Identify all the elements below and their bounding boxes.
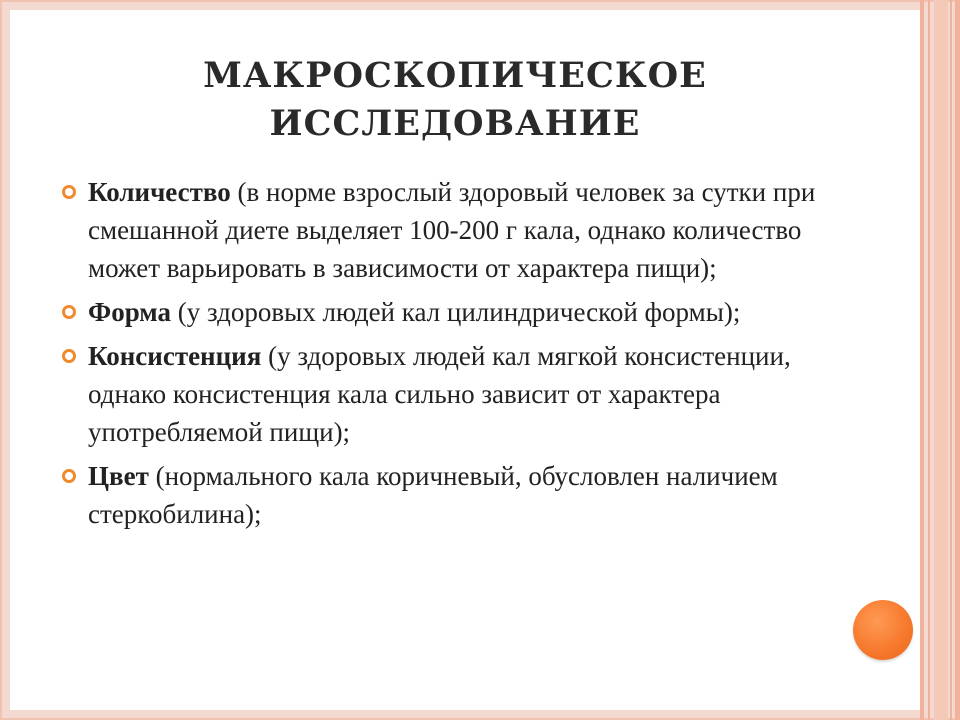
bullet-text: (в норме взрослый здоровый человек за сутки при смешанной диете выделяет 100-200 г кала, однако количество может варьировать в зависимости от характера пищи); (88, 177, 816, 283)
circle-outline-icon (62, 305, 76, 319)
circle-outline-icon (62, 469, 76, 483)
circle-outline-icon (62, 185, 76, 199)
slide-title-line-1: МАКРОСКОПИЧЕСКОЕ (203, 55, 707, 96)
bullet-term: Количество (88, 177, 231, 207)
bullet-item-shape (60, 293, 860, 331)
bullet-text: (у здоровых людей кал цилиндрической формы); (171, 297, 741, 327)
slide-title-line-2: ИССЛЕДОВАНИЕ (269, 103, 641, 144)
bullet-text: (нормального кала коричневый, обусловлен наличием стеркобилина); (88, 461, 778, 529)
bullet-list (60, 173, 860, 539)
bullet-item-color (60, 457, 860, 533)
circle-outline-icon (62, 349, 76, 363)
slide-title (110, 52, 800, 148)
stripe (955, 0, 960, 720)
decorative-stripes (920, 0, 960, 720)
bullet-text: (у здоровых людей кал мягкой консистенции, однако консистенция кала сильно зависит от характера употребляемой пищи); (88, 341, 791, 447)
stripe (950, 0, 952, 720)
stripe (920, 0, 924, 720)
bullet-item-quantity (60, 173, 860, 287)
stripe (934, 0, 948, 720)
bullet-item-consistency (60, 337, 860, 451)
orange-orb-icon (853, 600, 913, 660)
stripe (928, 0, 930, 720)
bullet-term: Консистенция (88, 341, 262, 371)
bullet-term: Форма (88, 297, 172, 327)
bullet-term: Цвет (88, 461, 149, 491)
